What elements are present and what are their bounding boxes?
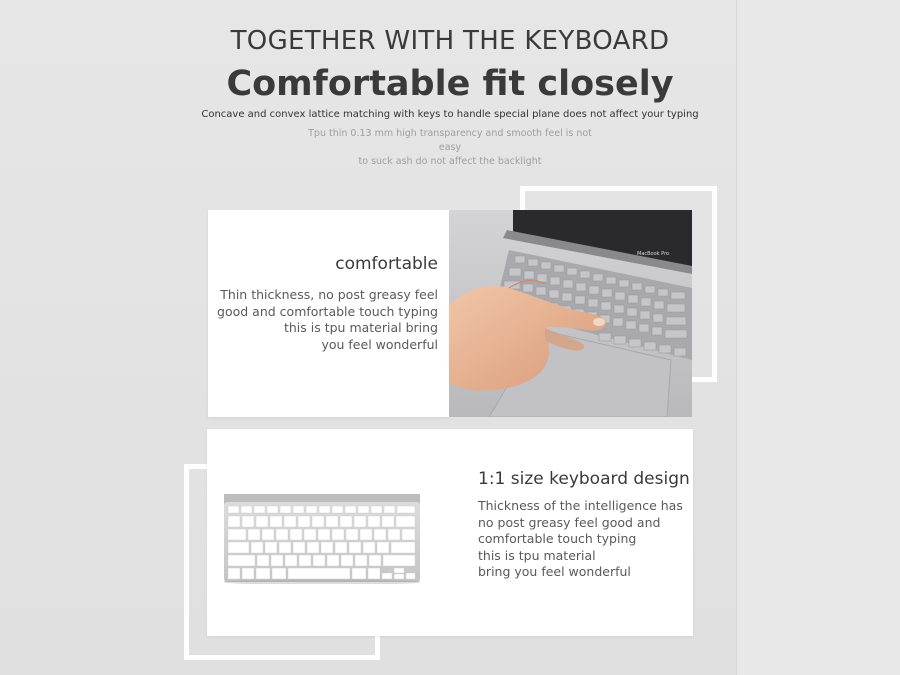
feature-note-line-2: to suck ash do not affect the backlight <box>358 156 542 167</box>
comfortable-card <box>208 210 449 417</box>
laptop-illustration <box>449 210 692 417</box>
wireless-keyboard-image <box>224 492 420 584</box>
keyboard-illustration <box>224 492 420 584</box>
laptop-keyboard-photo <box>449 210 692 417</box>
page-subtitle: Concave and convex lattice matching with keys to handle special plane does not affect your typing <box>201 109 699 120</box>
eyebrow-heading: TOGETHER WITH THE KEYBOARD <box>230 26 670 56</box>
feature-note <box>300 127 600 169</box>
keyboard-size-card-title: 1:1 size keyboard design <box>478 469 690 489</box>
comfortable-card-title: comfortable <box>335 254 438 274</box>
page-headline: Comfortable fit closely <box>226 64 674 104</box>
keyboard-size-card-body: Thickness of the intelligence has no post greasy feel good and comfortable touch typing this is tpu material bring you feel wonderful <box>478 498 683 579</box>
comfortable-card-body: Thin thickness, no post greasy feel good and comfortable touch typing this is tpu material bring you feel wonderful <box>217 287 438 352</box>
laptop-brand-text: MacBook Pro <box>637 251 670 257</box>
feature-note-line-1: Tpu thin 0.13 mm high transparency and smooth feel is not easy <box>308 128 592 153</box>
